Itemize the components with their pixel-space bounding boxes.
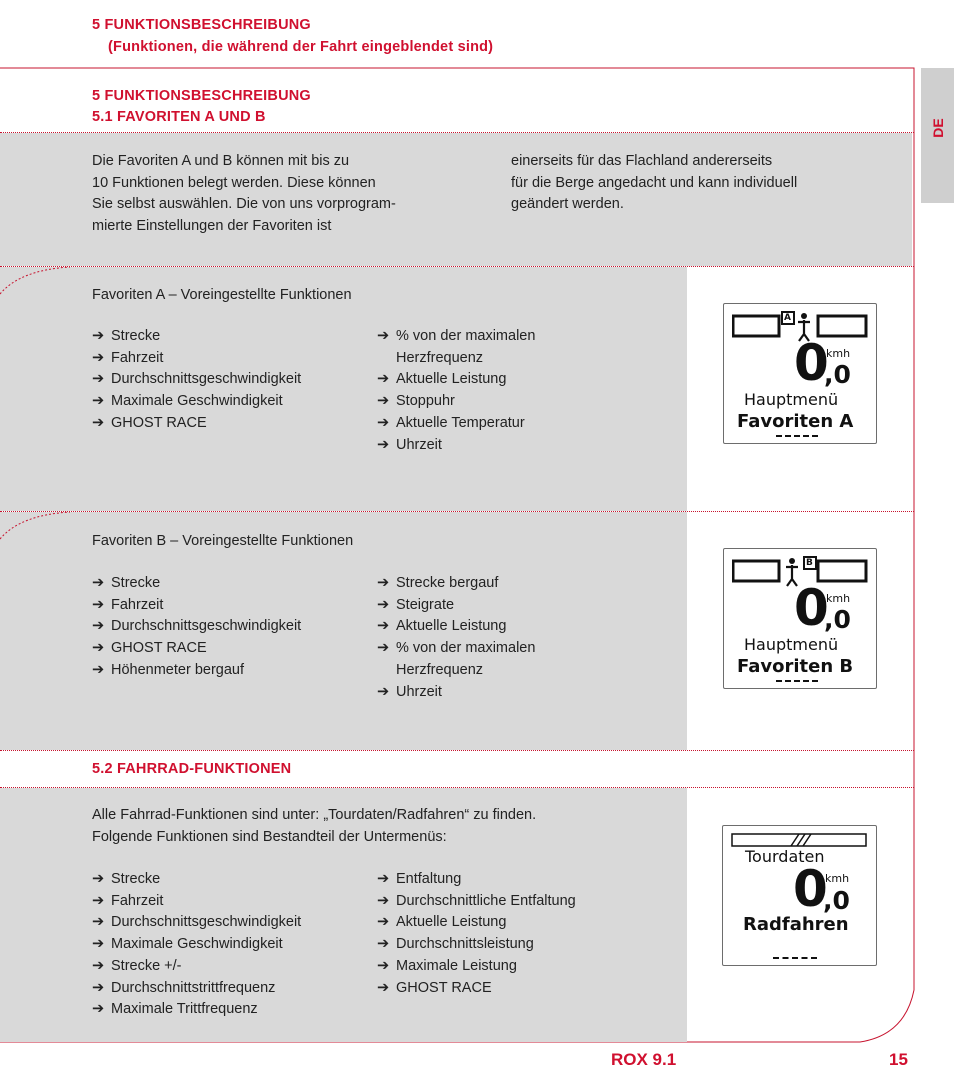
list-item: ➔ GHOST RACE bbox=[92, 414, 207, 431]
fahrrad-list-1 bbox=[92, 869, 301, 1021]
list-item: ➔ Stoppuhr bbox=[377, 393, 455, 410]
list-item: ➔ Durchschnittsgeschwindigkeit bbox=[92, 618, 302, 635]
list-item: ➔ Maximale Leistung bbox=[377, 957, 517, 974]
list-item: ➔ GHOST RACE bbox=[377, 979, 492, 996]
list-item: ➔ Maximale Geschwindigkeit bbox=[92, 936, 283, 953]
list-item: ➔ Durchschnittstrittfrequenz bbox=[92, 979, 276, 996]
display-line2: Radfahren bbox=[743, 914, 849, 935]
display-line1: Tourdaten bbox=[745, 847, 825, 866]
display-unit: kmh bbox=[825, 872, 850, 885]
display-speed-decimal: ,0 bbox=[823, 886, 850, 915]
list-item: ➔ Entfaltung bbox=[377, 871, 462, 887]
language-tab[interactable] bbox=[921, 68, 954, 203]
list-item: ➔ Strecke bbox=[92, 328, 161, 344]
list-item: ➔ % von der maximalen bbox=[377, 328, 536, 344]
display-badge: A bbox=[784, 313, 791, 323]
display-speed: 0 bbox=[794, 334, 829, 392]
display-unit: kmh bbox=[826, 347, 851, 360]
list-item: ➔ Fahrzeit bbox=[92, 892, 164, 909]
display-speed-decimal: ,0 bbox=[824, 605, 851, 634]
list-item: ➔ Aktuelle Temperatur bbox=[377, 414, 525, 431]
intro-line: Sie selbst auswählen. Die von uns vorprogram- bbox=[92, 196, 396, 212]
list-item: Herzfrequenz bbox=[396, 661, 484, 678]
list-item: ➔ Durchschnittliche Entfaltung bbox=[377, 892, 576, 909]
display-favoriten-b bbox=[723, 548, 877, 689]
favoriten-a-title: Favoriten A – Voreingestellte Funktionen bbox=[92, 287, 352, 303]
footer-model: ROX 9.1 bbox=[611, 1050, 677, 1069]
display-indicator bbox=[776, 435, 818, 437]
intro-right bbox=[511, 151, 906, 216]
intro-line: einerseits für das Flachland andererseits bbox=[511, 153, 773, 169]
intro-line: mierte Einstellungen der Favoriten ist bbox=[92, 217, 332, 234]
list-item: ➔ Uhrzeit bbox=[377, 436, 442, 453]
list-item: ➔ Fahrzeit bbox=[92, 596, 164, 613]
intro-line: Folgende Funktionen sind Bestandteil der Untermenüs: bbox=[92, 828, 447, 845]
favoriten-b-title: Favoriten B – Voreingestellte Funktionen bbox=[92, 533, 354, 549]
favoriten-a-list-1 bbox=[92, 326, 301, 435]
list-item: ➔ Durchschnittsgeschwindigkeit bbox=[92, 371, 302, 388]
list-item: ➔ Durchschnittsleistung bbox=[377, 936, 534, 953]
section-heading: 5.2 FAHRRAD-FUNKTIONEN bbox=[92, 761, 292, 777]
intro-line: Die Favoriten A und B können mit bis zu bbox=[92, 153, 350, 169]
list-item: ➔ Aktuelle Leistung bbox=[377, 371, 507, 388]
intro-line: für die Berge angedacht und kann individuell bbox=[511, 174, 798, 191]
list-item: ➔ Fahrzeit bbox=[92, 349, 164, 366]
display-badge: B bbox=[806, 558, 813, 568]
section-heading: 5 FUNKTIONSBESCHREIBUNG bbox=[92, 88, 311, 104]
fahrrad-intro bbox=[92, 805, 672, 848]
favoriten-b-list-1 bbox=[92, 573, 301, 682]
list-item: Herzfrequenz bbox=[396, 349, 484, 366]
list-item: ➔ Durchschnittsgeschwindigkeit bbox=[92, 914, 302, 931]
list-item: ➔ Steigrate bbox=[377, 596, 455, 613]
language-tab-label: DE bbox=[930, 118, 946, 138]
display-radfahren bbox=[722, 825, 877, 966]
list-item: ➔ Maximale Trittfrequenz bbox=[92, 1001, 258, 1018]
list-item: ➔ Strecke bbox=[92, 575, 161, 591]
display-speed: 0 bbox=[793, 860, 828, 918]
display-favoriten-a bbox=[723, 303, 877, 444]
favoriten-a-list-2 bbox=[377, 326, 535, 456]
list-item: ➔ Strecke bbox=[92, 871, 161, 887]
intro-left bbox=[92, 151, 492, 237]
page-title: 5 FUNKTIONSBESCHREIBUNG bbox=[92, 17, 311, 33]
display-line1: Hauptmenü bbox=[744, 390, 839, 409]
display-line1: Hauptmenü bbox=[744, 635, 839, 654]
list-item: ➔ GHOST RACE bbox=[92, 640, 207, 657]
list-item: ➔ Aktuelle Leistung bbox=[377, 618, 507, 635]
display-indicator bbox=[773, 957, 817, 959]
intro-line: geändert werden. bbox=[511, 196, 624, 212]
section-subheading: 5.1 FAVORITEN A UND B bbox=[92, 109, 266, 125]
display-line2: Favoriten A bbox=[737, 411, 854, 432]
display-speed: 0 bbox=[794, 579, 829, 637]
display-unit: kmh bbox=[826, 592, 851, 605]
list-item: ➔ Strecke +/- bbox=[92, 957, 182, 974]
list-item: ➔ Uhrzeit bbox=[377, 683, 442, 700]
curve-decoration bbox=[0, 266, 80, 296]
display-line2: Favoriten B bbox=[737, 656, 854, 677]
intro-line: 10 Funktionen belegt werden. Diese können bbox=[92, 174, 376, 191]
list-item: ➔ Strecke bergauf bbox=[377, 575, 499, 591]
list-item: ➔ Höhenmeter bergauf bbox=[92, 661, 244, 678]
intro-line: Alle Fahrrad-Funktionen sind unter: „Tourdaten/Radfahren“ zu finden. bbox=[92, 807, 537, 823]
divider bbox=[0, 750, 914, 751]
curve-decoration bbox=[0, 511, 80, 541]
favoriten-b-list-2 bbox=[377, 573, 535, 703]
display-indicator bbox=[776, 680, 818, 682]
fahrrad-list-2 bbox=[377, 869, 576, 999]
page-subtitle: (Funktionen, die während der Fahrt eingeblendet sind) bbox=[108, 39, 494, 55]
page-number: 15 bbox=[889, 1050, 908, 1069]
list-item: ➔ Aktuelle Leistung bbox=[377, 914, 507, 931]
list-item: ➔ % von der maximalen bbox=[377, 640, 536, 657]
list-item: ➔ Maximale Geschwindigkeit bbox=[92, 393, 283, 410]
display-speed-decimal: ,0 bbox=[824, 360, 851, 389]
